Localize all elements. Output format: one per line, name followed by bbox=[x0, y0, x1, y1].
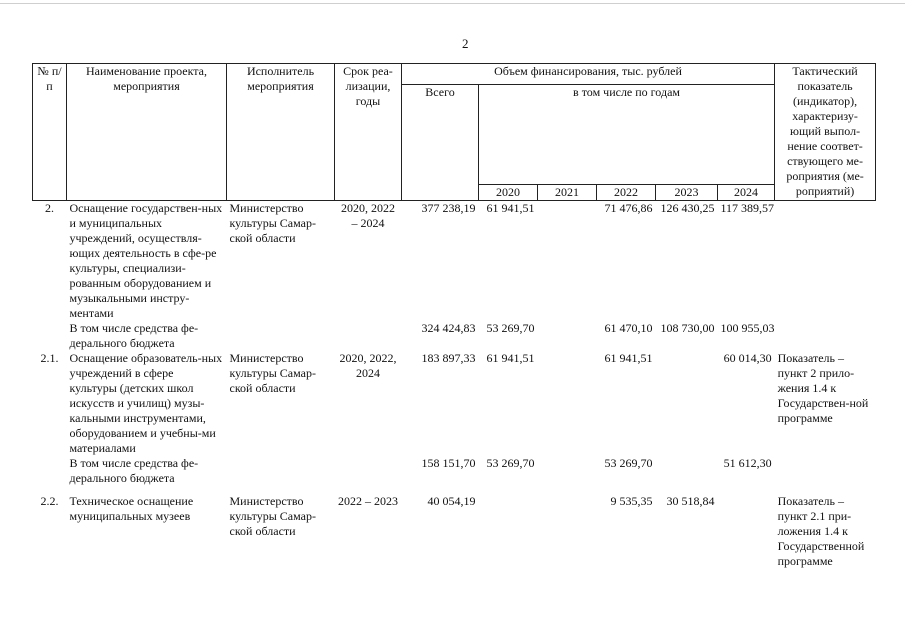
row-term: 2020, 2022, 2024 bbox=[339, 351, 397, 380]
row-2022: 53 269,70 bbox=[604, 456, 653, 470]
row-number: 2. bbox=[45, 201, 54, 215]
row-indicator: Показатель – пункт 2.1 при-ложения 1.4 к Государственной программе bbox=[777, 494, 865, 568]
row-2020: 61 941,51 bbox=[486, 201, 535, 215]
table-row bbox=[33, 351, 876, 456]
row-2021 bbox=[538, 321, 597, 351]
row-2020: 61 941,51 bbox=[486, 351, 535, 365]
header-year: 2021 bbox=[538, 185, 597, 201]
row-total: 324 424,83 bbox=[421, 321, 476, 335]
scan-edge-line bbox=[0, 3, 905, 4]
table-header-row bbox=[33, 64, 876, 85]
row-2022: 61 941,51 bbox=[604, 351, 653, 365]
row-2024: 117 389,57 bbox=[720, 201, 775, 215]
row-number: 2.1. bbox=[40, 351, 59, 365]
header-by-years: в том числе по годам bbox=[479, 85, 775, 185]
header-funding: Объем финансирования, тыс. рублей bbox=[402, 64, 775, 85]
header-executor: Исполнитель мероприятия bbox=[227, 64, 335, 201]
row-indicator bbox=[775, 321, 876, 351]
page-number: 2 bbox=[462, 36, 469, 51]
funding-table bbox=[32, 63, 876, 569]
row-name: В том числе средства фе-дерального бюджета bbox=[69, 456, 199, 485]
row-term bbox=[335, 456, 402, 486]
header-year: 2022 bbox=[597, 185, 656, 201]
header-no: № п/п bbox=[33, 64, 67, 201]
row-2023: 30 518,84 bbox=[666, 494, 715, 508]
row-2023: 108 730,00 bbox=[660, 321, 715, 335]
row-2021 bbox=[538, 351, 597, 456]
row-total: 377 238,19 bbox=[421, 201, 476, 215]
row-2020 bbox=[479, 494, 538, 569]
row-name: Оснащение государствен-ных и муниципальных учреждений, осуществля-ющих деятельность в сфе-ре культуры, специализи-рованным оборудованием и музыкальными инстру-ментами bbox=[69, 201, 223, 320]
row-term bbox=[335, 321, 402, 351]
row-2022: 9 535,35 bbox=[610, 494, 653, 508]
row-total: 158 151,70 bbox=[421, 456, 476, 470]
table-row bbox=[33, 321, 876, 351]
row-indicator: Показатель – пункт 2 прило-жения 1.4 к Государствен-ной программе bbox=[777, 351, 869, 425]
row-executor bbox=[227, 456, 335, 486]
row-2022: 61 470,10 bbox=[604, 321, 653, 335]
row-total: 183 897,33 bbox=[421, 351, 476, 365]
row-2023 bbox=[656, 351, 718, 456]
header-year: 2023 bbox=[656, 185, 718, 201]
row-executor: Министерство культуры Самар-ской области bbox=[229, 494, 316, 538]
row-2021 bbox=[538, 456, 597, 486]
row-term: 2022 – 2023 bbox=[338, 494, 398, 508]
header-indicator: Тактический показатель (индикатор), характеризу-ющий выпол-нение соответ-ствующего ме-роприятия (ме-роприятий) bbox=[775, 64, 876, 201]
row-2022: 71 476,86 bbox=[604, 201, 653, 215]
row-2023: 126 430,25 bbox=[660, 201, 715, 215]
row-2024: 51 612,30 bbox=[723, 456, 772, 470]
row-executor: Министерство культуры Самар-ской области bbox=[229, 351, 316, 395]
row-executor bbox=[227, 321, 335, 351]
header-year: 2020 bbox=[479, 185, 538, 201]
row-executor: Министерство культуры Самар-ской области bbox=[229, 201, 316, 245]
row-2020: 53 269,70 bbox=[486, 321, 535, 335]
row-number bbox=[33, 321, 67, 351]
row-name: Техническое оснащение муниципальных музеев bbox=[69, 494, 194, 523]
table-row bbox=[33, 494, 876, 569]
row-2021 bbox=[538, 201, 597, 322]
row-name: В том числе средства фе-дерального бюджета bbox=[69, 321, 199, 350]
row-indicator bbox=[775, 456, 876, 486]
table-row bbox=[33, 456, 876, 486]
row-2024 bbox=[718, 494, 775, 569]
row-total: 40 054,19 bbox=[427, 494, 476, 508]
row-number bbox=[33, 456, 67, 486]
header-term: Срок реа-лизации, годы bbox=[335, 64, 402, 201]
header-total: Всего bbox=[402, 85, 479, 201]
row-term: 2020, 2022 – 2024 bbox=[341, 201, 395, 230]
row-indicator bbox=[775, 201, 876, 322]
header-name: Наименование проекта, мероприятия bbox=[67, 64, 227, 201]
row-number: 2.2. bbox=[40, 494, 59, 508]
row-2021 bbox=[538, 494, 597, 569]
row-2020: 53 269,70 bbox=[486, 456, 535, 470]
header-year: 2024 bbox=[718, 185, 775, 201]
table-row bbox=[33, 201, 876, 322]
row-2023 bbox=[656, 456, 718, 486]
row-name: Оснащение образователь-ных учреждений в сфере культуры (детских школ искусств и училищ) музы-кальными инструментами, оборудованием и учебны-ми материалами bbox=[69, 351, 223, 455]
row-2024: 100 955,03 bbox=[720, 321, 775, 335]
row-spacer bbox=[33, 486, 876, 494]
row-2024: 60 014,30 bbox=[723, 351, 772, 365]
